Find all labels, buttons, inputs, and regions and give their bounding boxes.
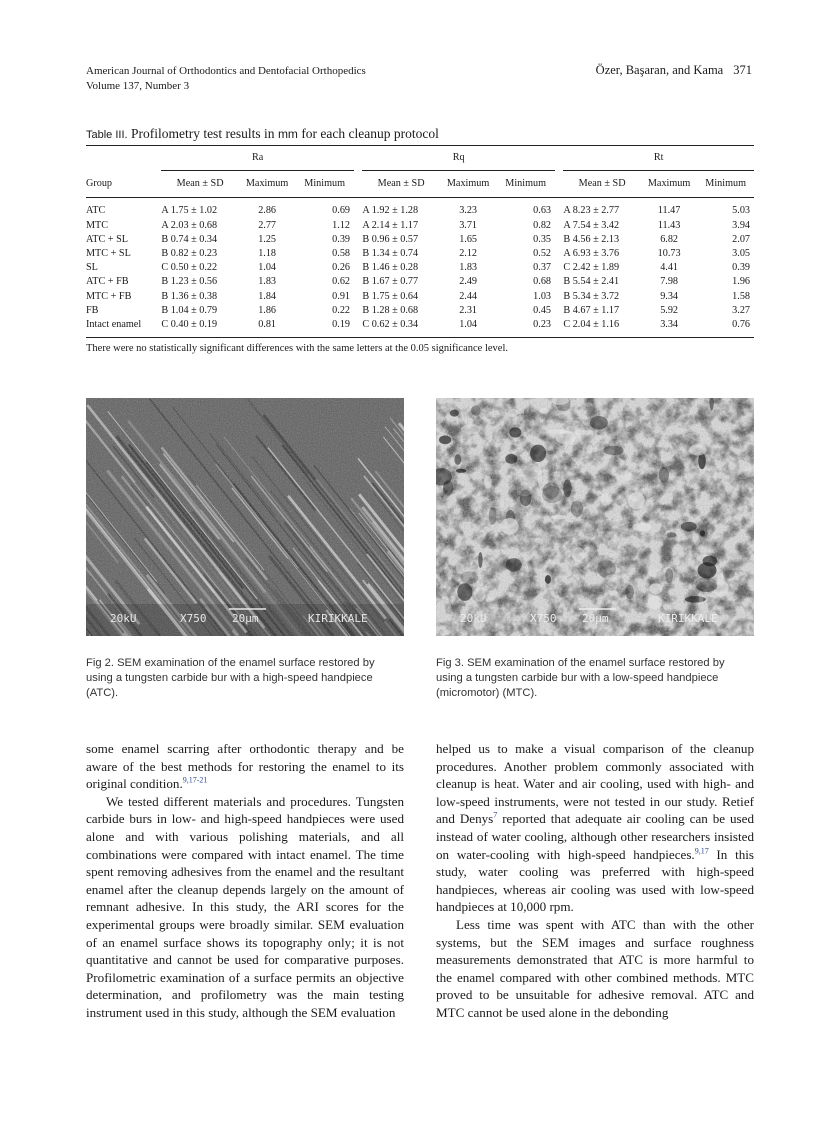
- cell-rq-mean: B 0.96 ± 0.57: [362, 233, 419, 245]
- cell-rq-min: 0.45: [533, 304, 551, 316]
- cell-rq-min: 1.03: [533, 290, 551, 302]
- cell-rt-min: 3.94: [732, 219, 750, 231]
- fig2-sem-image: [86, 398, 404, 636]
- left-p1-text: some enamel scarring after orthodontic therapy and be aware of the best methods for restoring the enamel to its original condition.: [86, 741, 404, 792]
- fig2-svg: [86, 398, 404, 636]
- right-p1-text-c: In this study, water cooling was preferred with high-speed handpieces, whereas air cooling was used with low-speed handpieces at 10,000 rpm.: [436, 846, 754, 915]
- table-row: [86, 247, 754, 261]
- cell-rq-min: 0.63: [533, 205, 551, 217]
- cell-group: ATC + SL: [86, 233, 128, 245]
- journal-name: American Journal of Orthodontics and Dentofacial Orthopedics: [86, 65, 366, 77]
- cell-rq-min: 0.35: [533, 233, 551, 245]
- cell-rq-mean: B 1.28 ± 0.68: [362, 304, 419, 316]
- fig2-label: Fig 2.: [86, 657, 114, 669]
- cell-rq-max: 1.04: [440, 318, 497, 338]
- left-paragraph-1: [86, 740, 404, 793]
- cell-rq-min: 0.68: [533, 276, 551, 288]
- cell-rq-max: 3.23: [459, 205, 478, 217]
- cell-ra-mean: A 2.03 ± 0.68: [161, 219, 218, 231]
- cell-ra-max: 1.25: [258, 233, 277, 245]
- cell-ra-min: 0.39: [332, 233, 350, 245]
- cell-rt-max: 4.41: [660, 262, 679, 274]
- rq-mean-header: Mean ± SD: [362, 171, 439, 198]
- cell-ra-min: 0.91: [332, 290, 350, 302]
- cell-ra-max: 1.83: [258, 276, 277, 288]
- cell-rt-min: 3.05: [732, 247, 750, 259]
- table-footnote: There were no statistically significant differences with the same letters at the 0.05 significance level.: [86, 343, 508, 354]
- cell-rq-mean: A 2.14 ± 1.17: [362, 219, 419, 231]
- fig3-overlay-kv: 20kU: [460, 612, 487, 625]
- cell-rq-max: 2.31: [459, 304, 478, 316]
- cell-rq-max: 2.44: [459, 290, 478, 302]
- cell-ra-mean: B 1.04 ± 0.79: [161, 304, 218, 316]
- ref-citation[interactable]: 9,17: [694, 846, 709, 856]
- cell-rq-mean: B 1.75 ± 0.64: [362, 290, 419, 302]
- table-body: [86, 198, 754, 338]
- fig3-sem-image: [436, 398, 754, 636]
- cell-rt-min: 1.58: [732, 290, 750, 302]
- cell-ra-min: 0.22: [332, 304, 350, 316]
- cell-group: Intact enamel: [86, 318, 161, 338]
- ra-min-header: Minimum: [295, 171, 354, 198]
- table-row: [86, 232, 754, 246]
- cell-rt-min: 0.76: [697, 318, 754, 338]
- cell-ra-mean: B 1.23 ± 0.56: [161, 276, 218, 288]
- rt-max-header: Maximum: [641, 171, 698, 198]
- fig2-caption: [86, 656, 404, 701]
- cell-rt-min: 3.27: [732, 304, 750, 316]
- cell-rt-max: 5.92: [660, 304, 679, 316]
- cell-rq-max: 2.12: [459, 247, 478, 259]
- cell-rq-max: 1.83: [459, 262, 478, 274]
- cell-rq-mean: A 1.92 ± 1.28: [362, 205, 419, 217]
- table-title-end: for each cleanup protocol: [301, 126, 439, 141]
- fig3-overlay-lab: KIRIKKALE: [658, 612, 718, 625]
- cell-rq-min: 0.52: [533, 247, 551, 259]
- ra-mean-header: Mean ± SD: [161, 171, 238, 198]
- cell-ra-mean: C 0.40 ± 0.19: [161, 318, 238, 338]
- cell-rt-mean: A 6.93 ± 3.76: [563, 247, 620, 259]
- rt-header: Rt: [563, 146, 754, 171]
- cell-ra-mean: B 0.74 ± 0.34: [161, 233, 218, 245]
- cell-ra-min: 1.12: [332, 219, 350, 231]
- cell-rq-min: 0.82: [533, 219, 551, 231]
- right-paragraph-1: [436, 740, 754, 916]
- group-header-empty: [86, 146, 161, 171]
- body-left-column: [86, 740, 404, 1022]
- ref-citation[interactable]: 7: [493, 811, 498, 821]
- cell-ra-max: 1.04: [258, 262, 277, 274]
- cell-rq-max: 2.49: [459, 276, 478, 288]
- cell-group: MTC + FB: [86, 290, 132, 302]
- cell-ra-min: 0.62: [332, 276, 350, 288]
- profilometry-table: [86, 145, 754, 338]
- cell-rt-min: 2.07: [732, 233, 750, 245]
- fig2-overlay-scale: 20μm: [232, 612, 259, 625]
- cell-rq-mean: C 0.62 ± 0.34: [362, 318, 439, 338]
- cell-group: MTC: [86, 219, 109, 231]
- table-title: Profilometry test results in: [130, 126, 275, 141]
- table-unit: mm: [277, 127, 298, 141]
- cell-rq-min: 0.37: [533, 262, 551, 274]
- cell-rq-min: 0.23: [496, 318, 555, 338]
- cell-rq-max: 3.71: [459, 219, 478, 231]
- table-row: [86, 303, 754, 317]
- cell-ra-min: 0.19: [295, 318, 354, 338]
- running-header-right: [596, 63, 752, 78]
- running-header-left: [86, 64, 366, 94]
- fig2-overlay-kv: 20kU: [110, 612, 137, 625]
- cell-rt-max: 11.43: [657, 219, 681, 231]
- right-p1-text-b: reported that adequate air cooling can be used instead of water cooling, although other researchers insisted on water-cooling with high-speed handpieces.: [436, 811, 754, 862]
- cell-group: MTC + SL: [86, 247, 131, 259]
- cell-ra-max: 1.84: [258, 290, 277, 302]
- cell-rt-mean: B 5.34 ± 3.72: [563, 290, 620, 302]
- cell-ra-max: 0.81: [239, 318, 296, 338]
- cell-rt-mean: A 7.54 ± 3.42: [563, 219, 620, 231]
- rq-min-header: Minimum: [496, 171, 555, 198]
- cell-rt-mean: B 4.67 ± 1.17: [563, 304, 620, 316]
- cell-group: FB: [86, 304, 99, 316]
- cell-rt-max: 11.47: [657, 205, 681, 217]
- right-paragraph-2: Less time was spent with ATC than with the other systems, but the SEM images and surface roughness measurements demonstrated that ATC is more harmful to the enamel compared with other combined methods. MTC proved to be unsuitable for adhesive removal. ATC and MTC cannot be used alone in the debonding: [436, 916, 754, 1020]
- cell-group: ATC: [86, 205, 106, 217]
- table-row: [86, 198, 754, 219]
- ra-max-header: Maximum: [239, 171, 296, 198]
- cell-ra-max: 1.18: [258, 247, 277, 259]
- authors: Özer, Başaran, and Kama: [595, 63, 724, 77]
- fig3-overlay-scale: 20μm: [582, 612, 609, 625]
- cell-ra-min: 0.69: [332, 205, 350, 217]
- cell-group: ATC + FB: [86, 276, 129, 288]
- cell-rt-mean: C 2.04 ± 1.16: [563, 318, 640, 338]
- cell-ra-max: 2.86: [258, 205, 277, 217]
- cell-rt-max: 7.98: [660, 276, 679, 288]
- ref-citation[interactable]: 9,17-21: [182, 775, 208, 785]
- cell-ra-min: 0.58: [332, 247, 350, 259]
- table-row: [86, 318, 754, 338]
- table-label: Table III.: [86, 129, 128, 141]
- table-row: [86, 275, 754, 289]
- cell-ra-min: 0.26: [332, 262, 350, 274]
- rq-max-header: Maximum: [440, 171, 497, 198]
- fig3-label: Fig 3.: [436, 657, 464, 669]
- fig2-overlay-mag: X750: [180, 612, 207, 625]
- cell-ra-mean: C 0.50 ± 0.22: [161, 262, 218, 274]
- fig3-caption: [436, 656, 754, 701]
- cell-rt-mean: C 2.42 ± 1.89: [563, 262, 620, 274]
- left-paragraph-2: We tested different materials and procedures. Tungsten carbide burs in low- and high-speed handpieces were used alone and with various polishing materials, and all combinations were compared with intact enamel. The time spent removing adhesives from the enamel and the resultant enamel after the cleanup depends largely on the amount of remnant adhesive. In this study, the ARI scores for the experimental groups were broadly similar. SEM evaluation of an enamel surface shows its topography only; it is not quantitative and cannot be used for comparative purposes. Profilometric examination of a surface permits an objective determination, and profilometry was the main testing instrument used in this study, although the SEM evaluation: [86, 793, 404, 1020]
- fig3-caption-text: SEM examination of the enamel surface restored by using a tungsten carbide bur with a low-speed handpiece (micromotor) (MTC).: [436, 657, 725, 699]
- fig2-caption-text: SEM examination of the enamel surface restored by using a tungsten carbide bur with a high-speed handpiece (ATC).: [86, 657, 375, 699]
- group-col-header: Group: [86, 171, 161, 198]
- ra-header: Ra: [161, 146, 354, 171]
- fig3-svg: [436, 398, 754, 636]
- table-caption: [86, 126, 439, 142]
- cell-rt-max: 9.34: [660, 290, 679, 302]
- cell-rt-mean: B 4.56 ± 2.13: [563, 233, 620, 245]
- rt-mean-header: Mean ± SD: [563, 171, 640, 198]
- cell-rq-max: 1.65: [459, 233, 478, 245]
- cell-group: SL: [86, 262, 98, 274]
- table-row: [86, 261, 754, 275]
- cell-rt-min: 1.96: [732, 276, 750, 288]
- cell-rt-min: 0.39: [732, 262, 750, 274]
- cell-ra-max: 2.77: [258, 219, 277, 231]
- cell-rt-min: 5.03: [732, 205, 750, 217]
- cell-rt-mean: B 5.54 ± 2.41: [563, 276, 620, 288]
- cell-ra-mean: B 1.36 ± 0.38: [161, 290, 218, 302]
- right-p1-text-a: helped us to make a visual comparison of the cleanup procedures. Another problem commonly associated with cleanup is heat. Water and air cooling, used with high- and low-speed instruments, were not tested in our study. Retief and Denys: [436, 741, 754, 827]
- cell-ra-mean: A 1.75 ± 1.02: [161, 205, 218, 217]
- rq-header: Rq: [362, 146, 555, 171]
- cell-rq-mean: B 1.46 ± 0.28: [362, 262, 419, 274]
- cell-rq-mean: B 1.34 ± 0.74: [362, 247, 419, 259]
- fig2-overlay-lab: KIRIKKALE: [308, 612, 368, 625]
- table-row: [86, 289, 754, 303]
- cell-ra-mean: B 0.82 ± 0.23: [161, 247, 218, 259]
- fig3-overlay-mag: X750: [530, 612, 557, 625]
- cell-rq-mean: B 1.67 ± 0.77: [362, 276, 419, 288]
- table-row: [86, 218, 754, 232]
- body-right-column: [436, 740, 754, 1022]
- cell-rt-mean: A 8.23 ± 2.77: [563, 205, 620, 217]
- cell-rt-max: 3.34: [641, 318, 698, 338]
- cell-rt-max: 10.73: [657, 247, 681, 259]
- journal-volume: Volume 137, Number 3: [86, 80, 190, 92]
- cell-rt-max: 6.82: [660, 233, 679, 245]
- page-number: 371: [733, 63, 752, 77]
- cell-ra-max: 1.86: [258, 304, 277, 316]
- rt-min-header: Minimum: [697, 171, 754, 198]
